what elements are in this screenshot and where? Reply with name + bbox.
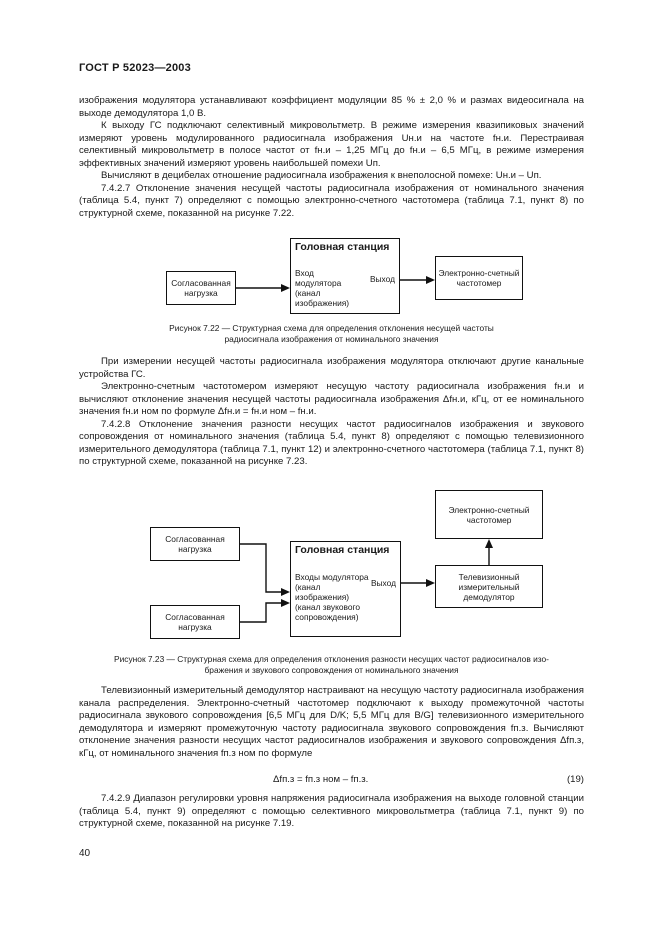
modulator-input-label: Вход модулятора (канал изображения) [295, 268, 350, 308]
paragraph-microvoltmeter: К выходу ГС подключают селективный микровольтметр. В режиме измерения квазипиковых значений измеряют уровень модулированного радиосигнала изображения Uн.и на частоте fн.и. Перестраивая селективный микровольтметр в полосе частот от fн.и – 1,25 МГц до fн.и – 6,5 МГц, в режиме измерения эффективных значений измеряют уровень наибольшей помехи Uп. [79, 120, 584, 169]
document-header: ГОСТ Р 52023—2003 [79, 62, 191, 74]
paragraph-counter-measure: Электронно-счетным частотомером измеряют несущую частоту радиосигнала изображения fн.и и вычисляют отклонение значения несущей частоты радиосигнала изображения Δfн.и, кГц, от ее номинального значения fн.и ном по формуле Δfн.и = fн.и ном – fн.и. [79, 381, 584, 417]
output-label: Выход [370, 578, 396, 588]
text-block-4 [79, 793, 584, 831]
paragraph-ratio: Вычисляют в децибелах отношение радиосигнала изображения к внеполосной помехе: Uн.и – Uп. [101, 170, 542, 181]
paragraph-disconnect: При измерении несущей частоты радиосигнала изображения модулятора отключают другие канальные устройства ГС. [79, 356, 584, 380]
frequency-counter-box: Электронно-счетный частотомер [435, 490, 543, 539]
caption-line: Рисунок 7.23 — Структурная схема для определения отклонения разности несущих частот радиосигналов изо- [114, 654, 549, 664]
paragraph-7-4-2-8: 7.4.2.8 Отклонение значения разности несущих частот радиосигналов изображения и звукового сопровождения от номинального значения (таблица 5.4, пункт 8) определяют с помощью телевизионного измерительного демодулятора (таблица 7.1, пункт 12) и электронно-счетного частотомера (таблица 7.1, пункт 8) по структурной схеме, показанной на рисунке 7.23. [79, 418, 584, 467]
page-number: 40 [79, 848, 91, 859]
matched-load-box-1: Согласованная нагрузка [150, 527, 240, 561]
caption-line: бражения и звукового сопровождения от номинального значения [204, 665, 459, 675]
paragraph-7-4-2-9: 7.4.2.9 Диапазон регулировки уровня напряжения радиосигнала изображения на выходе головной станции (таблица 5.4, пункт 9) определяют с помощью селективного микровольтметра (таблица 7.1, пункт 9) по структурной схеме, показанной на рисунке 7.19. [79, 793, 584, 829]
output-label: Выход [369, 274, 395, 284]
head-station-title: Головная станция [295, 241, 390, 253]
modulator-inputs-label: Входы модулятора (канал изображения) (канал звукового сопровождения) [295, 572, 369, 622]
matched-load-box-2: Согласованная нагрузка [150, 605, 240, 639]
paragraph-7-4-2-7: 7.4.2.7 Отклонение значения несущей частоты радиосигнала изображения от номинального значения (таблица 5.4, пункт 7) определяют с помощью электронно-счетного частотомера (таблица 7.1, пункт 8) по структурной схеме, показанной на рисунке 7.22. [79, 182, 584, 219]
formula-expression: Δfп.з = fп.з ном – fп.з. [273, 774, 369, 785]
formula-number: (19) [566, 774, 584, 785]
paragraph-modulation: изображения модулятора устанавливают коэффициент модуляции 85 % ± 2,0 % и размах видеосигнала на выходе демодулятора 1,0 В. [79, 95, 584, 119]
text-block-3 [79, 685, 584, 760]
caption-line: Рисунок 7.22 — Структурная схема для определения отклонения несущей частоты [169, 323, 494, 333]
head-station-box [290, 541, 401, 637]
head-station-title: Головная станция [295, 544, 390, 556]
matched-load-box: Согласованная нагрузка [166, 271, 236, 305]
figure-7-23-caption [79, 654, 584, 676]
tv-demodulator-box: Телевизионный измерительный демодулятор [435, 565, 543, 608]
frequency-counter-box: Электронно-счетный частотомер [435, 256, 523, 300]
paragraph-demodulator: Телевизионный измерительный демодулятор настраивают на несущую частоту радиосигнала изображения канала распределения. Электронно-счетный частотомер подключают к выходу промежуточной частоты радиосигнала звукового сопровождения [6,5 МГц для D/K; 5,5 МГц для B/G] телевизионного измерительного демодулятора и измеряют промежуточную частоту радиосигнала звукового сопровождения fп.з. Вычисляют отклонение значения разности несущих частот радиосигналов изображения и звукового сопровождения Δfп.з, кГц, от номинального значения fп.з ном по формуле [79, 685, 584, 759]
caption-line: радиосигнала изображения от номинального значения [224, 334, 439, 344]
